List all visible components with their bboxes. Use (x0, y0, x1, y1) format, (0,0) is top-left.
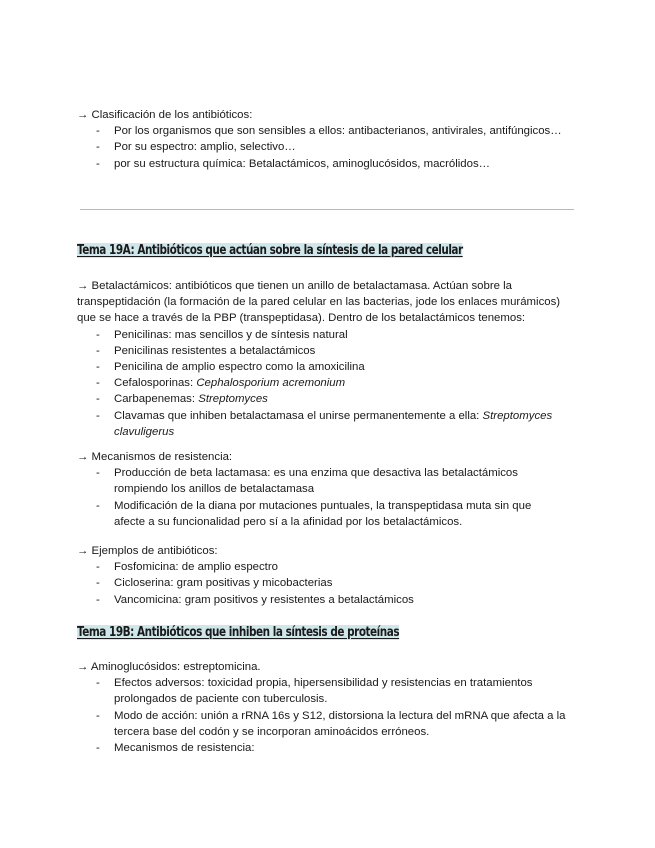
list-item: - Mecanismos de resistencia: (77, 740, 587, 756)
horizontal-divider (80, 209, 574, 210)
list-item: - Clavamas que inhiben betalactamasa el unirse permanentemente a ella: Streptomyces clavuligerus (77, 408, 579, 440)
mecanismos-section (77, 449, 561, 530)
list-item: - Penicilinas: mas sencillos y de síntesis natural (77, 327, 579, 343)
mecanismos-list (77, 465, 561, 530)
heading-tema-19a: Tema 19A: Antibióticos que actúan sobre la síntesis de la pared celular (77, 243, 463, 258)
list-item: - Efectos adversos: toxicidad propia, hipersensibilidad y resistencias en tratamientos prolongados de paciente con tuberculosis. (77, 675, 587, 707)
list-item: - Cefalosporinas: Cephalosporium acremonium (77, 375, 579, 391)
classification-section (77, 107, 587, 172)
betalactamicos-section (77, 278, 579, 440)
list-item: - Por los organismos que son sensibles a ellos: antibacterianos, antivirales, antifúngicos… (77, 123, 587, 139)
aminoglucosidos-section (77, 659, 587, 756)
list-item: - Penicilina de amplio espectro como la amoxicilina (77, 359, 579, 375)
ejemplos-lead: → Ejemplos de antibióticos: (77, 545, 218, 557)
classification-list (77, 123, 587, 172)
species-name: Streptomyces (198, 393, 268, 406)
aminoglucosidos-lead: → Aminoglucósidos: estreptomicina. (77, 661, 261, 673)
list-item: - por su estructura química: Betalactámicos, aminoglucósidos, macrólidos… (77, 156, 587, 172)
list-item: - Penicilinas resistentes a betalactámicos (77, 343, 579, 359)
ejemplos-section (77, 543, 587, 608)
list-item: - Modo de acción: unión a rRNA 16s y S12, distorsiona la lectura del mRNA que afecta a la tercera base del codón y se incorporan aminoácidos erróneos. (77, 708, 587, 740)
betalactamicos-lead: → Betalactámicos: antibióticos que tienen un anillo de betalactamasa. Actúan sobre la transpeptidación (la formación de la pared celular en las bacterias, jode los enlaces murámicos) que se hace a través de la PBP (transpeptidasa). Dentro de los betalactámicos tenemos: (77, 280, 561, 325)
heading-tema-19b: Tema 19B: Antibióticos que inhiben la síntesis de proteínas (77, 625, 400, 640)
ejemplos-list (77, 559, 587, 608)
list-item: - Fosfomicina: de amplio espectro (77, 559, 587, 575)
aminoglucosidos-list (77, 675, 587, 756)
species-name: Streptomyces clavuligerus (114, 409, 553, 438)
list-item: - Por su espectro: amplio, selectivo… (77, 139, 587, 155)
list-item: - Modificación de la diana por mutaciones puntuales, la transpeptidasa muta sin que afecte a su funcionalidad pero sí a la afinidad por los betalactámicos. (77, 498, 561, 530)
list-item: - Vancomicina: gram positivos y resistentes a betalactámicos (77, 592, 587, 608)
list-item: - Cicloserina: gram positivas y micobacterias (77, 575, 587, 591)
betalactamicos-list (77, 327, 579, 440)
list-item: - Carbapenemas: Streptomyces (77, 391, 579, 407)
list-item: - Producción de beta lactamasa: es una enzima que desactiva las betalactámicos rompiendo los anillos de betalactamasa (77, 465, 561, 497)
species-name: Cephalosporium acremonium (196, 377, 346, 390)
classification-lead: → Clasificación de los antibióticos: (77, 109, 253, 121)
mecanismos-lead: → Mecanismos de resistencia: (77, 451, 233, 463)
